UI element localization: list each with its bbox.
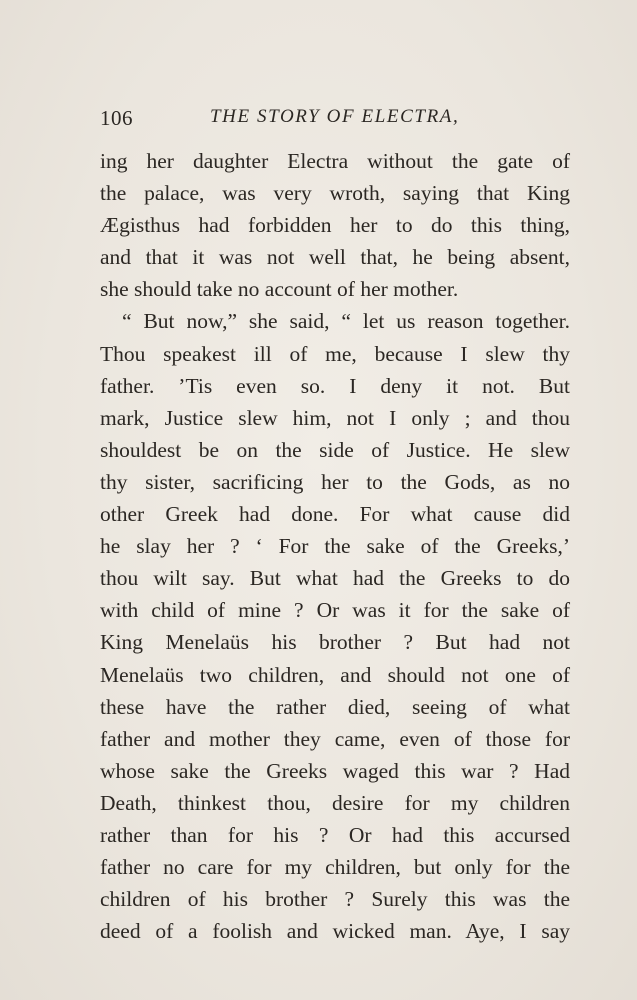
text-line: rather than for his ? Or had this accursed: [100, 822, 570, 847]
text-line: thy sister, sacrificing her to the Gods, as no: [100, 469, 570, 494]
text-line: father and mother they came, even of those for: [100, 726, 570, 751]
text-line: he slay her ? ‘ For the sake of the Greeks,’: [100, 534, 570, 559]
text-line: with child of mine ? Or was it for the sake of: [100, 598, 570, 623]
text-line: father. ’Tis even so. I deny it not. But: [100, 373, 570, 398]
running-head-title: THE STORY OF ELECTRA,: [210, 106, 460, 127]
text-line: other Greek had done. For what cause did: [100, 502, 570, 527]
text-line: Death, thinkest thou, desire for my children: [100, 790, 570, 815]
text-line: mark, Justice slew him, not I only ; and thou: [100, 405, 570, 430]
text-line: ing her daughter Electra without the gate of: [100, 149, 570, 173]
text-line: deed of a foolish and wicked man. Aye, I say: [100, 919, 570, 944]
text-line: “ But now,” she said, “ let us reason together.: [122, 309, 570, 334]
running-head: [100, 106, 570, 134]
body-text: [100, 145, 570, 947]
text-line: King Menelaüs his brother ? But had not: [100, 630, 570, 655]
text-line: thou wilt say. But what had the Greeks to do: [100, 566, 570, 591]
text-line: whose sake the Greeks waged this war ? Had: [100, 758, 570, 783]
text-line: children of his brother ? Surely this was the: [100, 887, 570, 912]
page-number: 106: [100, 106, 133, 130]
text-line: Ægisthus had forbidden her to do this thing,: [100, 213, 570, 238]
text-line: shouldest be on the side of Justice. He slew: [100, 437, 570, 462]
text-line: Thou speakest ill of me, because I slew thy: [100, 341, 570, 366]
text-line: and that it was not well that, he being absent,: [100, 245, 570, 270]
text-line: the palace, was very wroth, saying that King: [100, 181, 570, 206]
text-line: Menelaüs two children, and should not one of: [100, 662, 570, 687]
text-line: she should take no account of her mother.: [100, 277, 459, 302]
text-line: father no care for my children, but only for the: [100, 855, 570, 880]
text-line: these have the rather died, seeing of what: [100, 694, 570, 719]
